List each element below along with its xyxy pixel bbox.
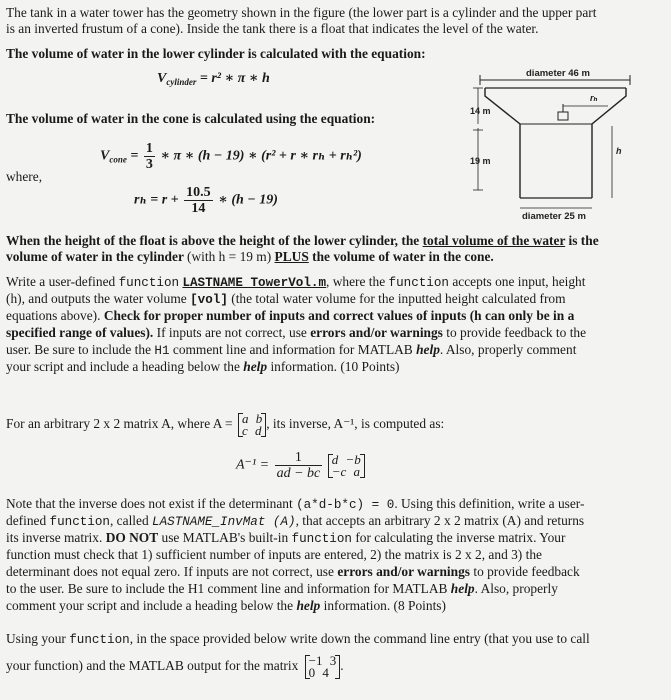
svg-text:rₕ: rₕ xyxy=(590,93,598,103)
towervol-line-6: your script and include a heading below the help information. (10 Points) xyxy=(6,359,400,374)
usage-line-2: your function) and the MATLAB output for the matrix −1 3 0 4 . xyxy=(6,653,344,680)
where-label: where, xyxy=(6,169,43,184)
towervol-line-5: user. Be sure to include the H1 comment line and information for MATLAB help. Also, properly comment xyxy=(6,342,577,358)
invmat-line-4: function must check that 1) sufficient number of inputs are entered, 2) the matrix is 2 x 2, and 3) the xyxy=(6,547,542,562)
bottom-diameter-label: diameter 25 m xyxy=(522,211,586,222)
inverse-formula: A⁻¹ = $\frac{1}{ad - bc}$ d −b −c a xyxy=(236,450,365,481)
invmat-line-1: Note that the inverse does not exist if the determinant (a*d-b*c) = 0. Using this definition, write a user- xyxy=(6,496,585,512)
intro-line-2: is an inverted frustum of a cone). Inside the tank there is a float that indicates the level of the water. xyxy=(6,21,539,36)
invmat-line-2: defined function, called LASTNAME_InvMat (A), that accepts an arbitrary 2 x 2 matrix (A) and returns xyxy=(6,513,585,529)
usage-line-1: Using your function, in the space provided below write down the command line entry (that you use to call xyxy=(6,631,590,647)
rh-equation: rₕ = r + $\frac{10.5}{14}$ ∗ (h − 19) xyxy=(134,185,278,216)
cylinder-equation: $V_{cylinder} = r^2$ ∗ π ∗ h xyxy=(157,71,270,87)
invmat-line-3: its inverse matrix. DO NOT use MATLAB's built-in function for calculating the inverse matrix. Your xyxy=(6,530,566,546)
invmat-line-6: to the user. Be sure to include the H1 comment line and information for MATLAB help. Also, properly xyxy=(6,581,558,596)
matrix-definition: For an arbitrary 2 x 2 matrix A, where A = a b c d , its inverse, A⁻¹, is computed as: xyxy=(6,411,445,438)
cone-equation: $V_{cone}$ = $\frac{1}{3}$ ∗ π ∗ (h − 19) ∗ (r² + r ∗ rₕ + rₕ²) xyxy=(100,141,362,172)
cylinder-statement: The volume of water in the lower cylinder is calculated with the equation: xyxy=(6,46,426,61)
invmat-line-7: comment your script and include a heading below the help information. (8 Points) xyxy=(6,598,446,613)
cone-statement: The volume of water in the cone is calculated using the equation: xyxy=(6,111,376,126)
towervol-line-3: equations above). Check for proper number of inputs and correct values of inputs (h can only be in a xyxy=(6,308,575,323)
towervol-line-2: (h), and outputs the water volume [vol] (the total water volume for the inputted height calculated from xyxy=(6,291,566,307)
towervol-line-4: specified range of values). If inputs are not correct, use errors and/or warnings to provide feedback to the xyxy=(6,325,587,340)
water-tower-figure xyxy=(470,66,665,226)
cone-height-label: 14 m xyxy=(470,106,491,116)
svg-text:h: h xyxy=(616,146,622,156)
top-diameter-label: diameter 46 m xyxy=(526,68,590,79)
total-volume-line-1: When the height of the float is above the height of the lower cylinder, the total volume of the water is the xyxy=(6,233,599,248)
towervol-line-1: Write a user-defined function LASTNAME_TowerVol.m, where the function accepts one input, height xyxy=(6,274,586,290)
invmat-line-5: determinant does not equal zero. If inputs are not correct, use errors and/or warnings to provide feedback xyxy=(6,564,580,579)
cylinder-height-label: 19 m xyxy=(470,156,491,166)
intro-line-1: The tank in a water tower has the geometry shown in the figure (the lower part is a cylinder and the upper part xyxy=(6,5,597,20)
total-volume-line-2: volume of water in the cylinder (with h = 19 m) PLUS the volume of water in the cone. xyxy=(6,249,494,264)
